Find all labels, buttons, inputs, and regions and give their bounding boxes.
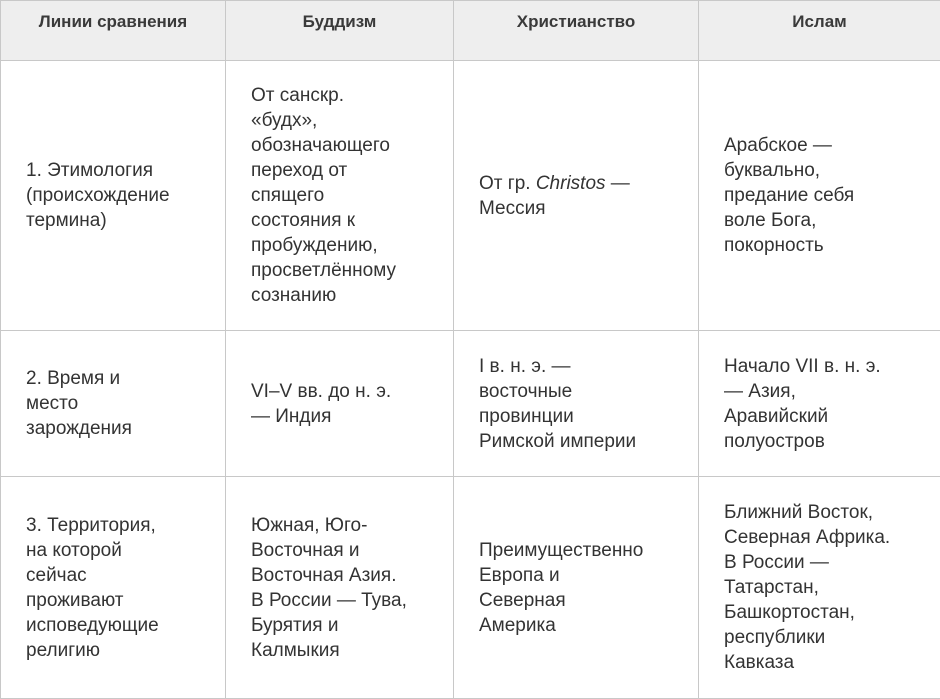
header-buddhism: Буддизм bbox=[226, 1, 454, 61]
cell-islam: Ближний Восток, Северная Африка. В России — Татарстан, Башкортостан, республики Кавказа bbox=[699, 477, 940, 699]
table-row-etymology bbox=[1, 61, 940, 331]
cell-buddhism: VI–V вв. до н. э. — Индия bbox=[226, 331, 454, 477]
christos-term: Christos bbox=[536, 173, 606, 194]
cell-criterion: 2. Время и место зарождения bbox=[1, 331, 226, 477]
header-christianity: Христианство bbox=[454, 1, 699, 61]
christianity-etymology-prefix: От гр. bbox=[479, 173, 536, 194]
cell-christianity: I в. н. э. — восточные провинции Римской империи bbox=[454, 331, 699, 477]
cell-islam: Начало VII в. н. э. — Азия, Аравийский полуостров bbox=[699, 331, 940, 477]
cell-christianity: Преимущественно Европа и Северная Америка bbox=[454, 477, 699, 699]
table-row-origin bbox=[1, 331, 940, 477]
table-row-territory bbox=[1, 477, 940, 699]
cell-buddhism: Южная, Юго- Восточная и Восточная Азия. В России — Тува, Бурятия и Калмыкия bbox=[226, 477, 454, 699]
header-islam: Ислам bbox=[699, 1, 940, 61]
cell-christianity bbox=[454, 61, 699, 331]
cell-criterion: 3. Территория, на которой сейчас проживают исповедующие религию bbox=[1, 477, 226, 699]
header-row bbox=[1, 1, 940, 61]
cell-criterion: 1. Этимология (происхождение термина) bbox=[1, 61, 226, 331]
cell-islam: Арабское — буквально, предание себя воле Бога, покорность bbox=[699, 61, 940, 331]
header-criteria: Линии сравнения bbox=[1, 1, 226, 61]
christianity-etymology-suffix: — Мессия bbox=[479, 173, 630, 219]
cell-buddhism: От санскр. «будх», обозначающего переход от спящего состояния к пробуждению, просветлённому сознанию bbox=[226, 61, 454, 331]
